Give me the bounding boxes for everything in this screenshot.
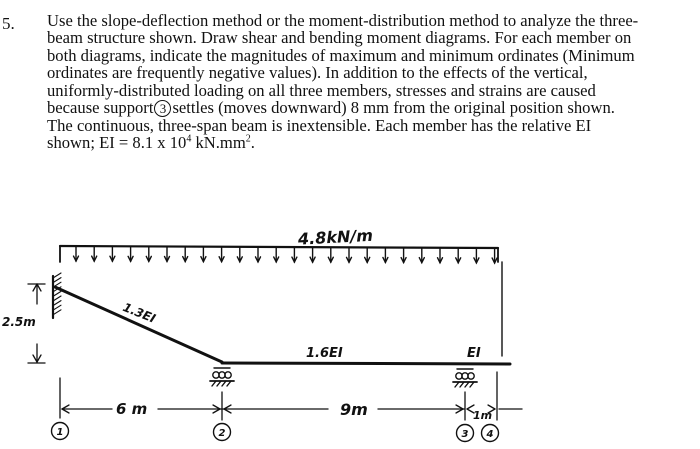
- load-arrow: [219, 248, 224, 262]
- pin-support-node-2: [210, 368, 234, 386]
- load-arrow: [183, 248, 188, 262]
- span-3-label: 1m: [473, 409, 493, 422]
- wall-hatch-line: [53, 301, 61, 306]
- problem-line: ordinates are frequently negative values). In addition to the effects of the vertical,: [47, 63, 588, 83]
- problem-line: both diagrams, indicate the magnitudes of maximum and minimum ordinates (Minimum: [47, 45, 635, 65]
- node-4-label: 4: [486, 429, 494, 440]
- node-2-label: 2: [218, 428, 226, 439]
- span-2-label: 9m: [340, 400, 368, 419]
- wall-hatch-line: [53, 296, 61, 301]
- ei-unit-exponent: 2: [245, 133, 251, 145]
- load-arrow: [492, 249, 497, 263]
- height-label: 2.5m: [2, 315, 36, 329]
- member-1-label: 1.3EI: [120, 300, 158, 326]
- wall-hatch-line: [53, 278, 61, 283]
- load-arrow: [256, 248, 261, 262]
- load-arrow: [401, 249, 406, 263]
- wall-hatch-line: [53, 305, 61, 310]
- node-1-label: 1: [56, 427, 64, 438]
- problem-line: uniformly-distributed loading on all three members, stresses and strains are caused: [47, 80, 596, 100]
- ei-unit: kN.mm: [191, 133, 246, 153]
- line-text: because support: [47, 98, 154, 118]
- member-1-inclined: [55, 287, 222, 362]
- problem-number: 5.: [2, 14, 15, 33]
- load-arrow: [456, 249, 461, 263]
- ei-exponent: 4: [186, 133, 192, 145]
- load-arrow: [165, 247, 170, 261]
- load-arrow: [201, 248, 206, 262]
- load-arrow: [128, 247, 133, 261]
- wall-hatch-line: [53, 291, 61, 296]
- span-1-label: 6 m: [116, 400, 148, 418]
- member-3-label: EI: [467, 346, 481, 361]
- load-arrow: [146, 247, 151, 261]
- load-arrow: [310, 248, 315, 262]
- load-arrow: [347, 248, 352, 262]
- problem-line: The continuous, three-span beam is inextensible. Each member has the relative EI: [47, 116, 592, 136]
- load-arrow: [74, 247, 79, 261]
- load-arrow: [237, 248, 242, 262]
- pin-support-node-3: [453, 369, 477, 387]
- load-arrow: [110, 247, 115, 261]
- ei-period: .: [250, 133, 255, 153]
- load-arrow: [365, 248, 370, 262]
- distributed-load: [60, 246, 498, 263]
- load-arrow: [92, 247, 97, 261]
- load-arrow: [328, 248, 333, 262]
- load-arrow: [474, 249, 479, 263]
- line-text: settles (moves downward) 8 mm from the original position shown.: [172, 98, 615, 118]
- wall-hatch-line: [53, 310, 61, 315]
- ei-text: shown; EI = 8.1 x 10: [47, 133, 187, 153]
- problem-line: Use the slope-deflection method or the moment-distribution method to analyze the three-: [47, 11, 639, 30]
- node-3-label: 3: [461, 429, 469, 440]
- member-2-label: 1.6EI: [306, 346, 343, 361]
- load-arrow: [274, 248, 279, 262]
- problem-line: beam structure shown. Draw shear and bending moment diagrams. For each member on: [47, 28, 632, 48]
- load-arrow: [419, 249, 424, 263]
- wall-hatch-line: [53, 273, 61, 278]
- load-arrow: [438, 249, 443, 263]
- fixed-wall-support: [53, 273, 61, 318]
- support-3-circled-number: 3: [154, 100, 171, 117]
- load-arrow: [292, 248, 297, 262]
- horizontal-beam: [222, 363, 510, 364]
- load-arrow: [383, 248, 388, 262]
- load-label: 4.8kN/m: [297, 225, 374, 249]
